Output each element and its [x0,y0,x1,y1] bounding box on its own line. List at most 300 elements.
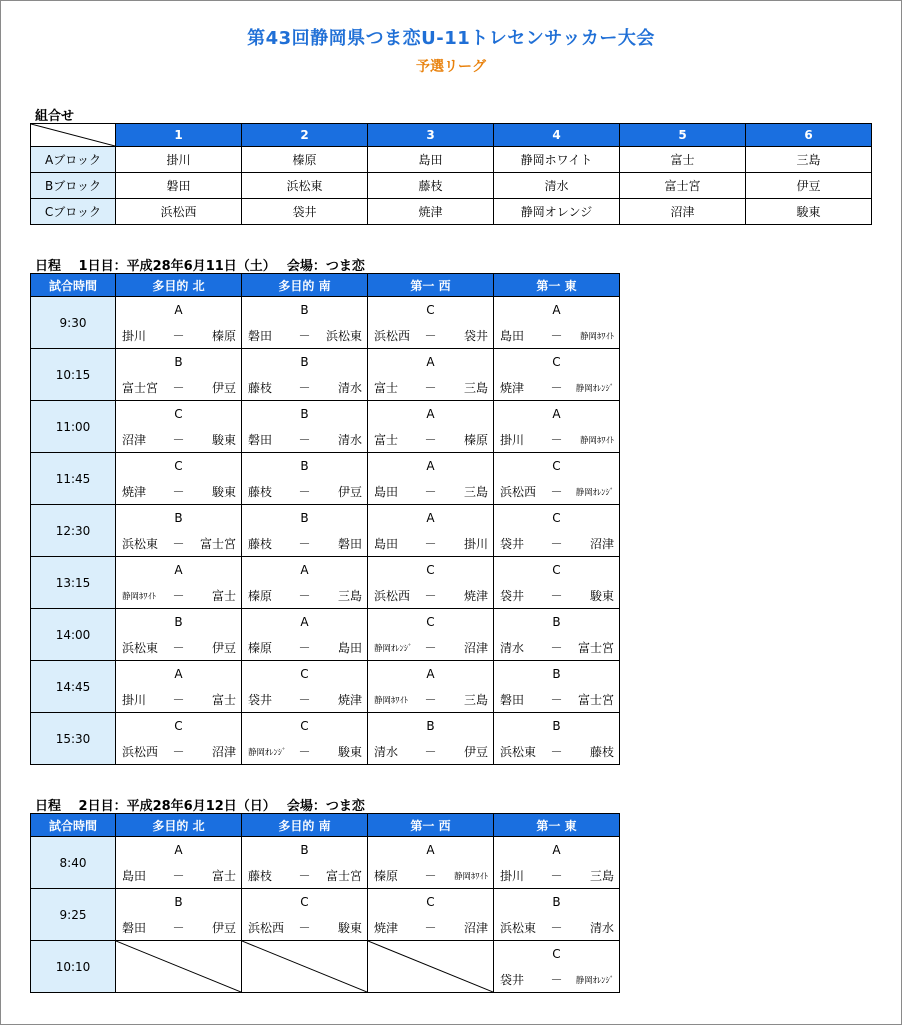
match-block: B [552,895,561,909]
match-block: B [300,511,309,525]
match-block: B [552,719,561,733]
away-team: 磐田 [337,537,362,551]
diagonal-line [116,941,241,992]
group-team-cell: 袋井 [242,199,368,225]
match-block: B [300,459,309,473]
match-cell [368,661,494,713]
home-team: 藤枝 [248,381,273,395]
match-block: C [426,563,435,577]
away-team: 静岡ﾎﾜｲﾄ [579,332,614,342]
group-team-cell: 掛川 [116,147,242,173]
group-team-cell: 伊豆 [746,173,872,199]
venue-header: 第一 西 [368,814,494,837]
versus-dash: － [298,745,311,759]
versus-dash: － [172,329,185,343]
match-cell [368,349,494,401]
venue-header: 多目的 南 [242,814,368,837]
match-time: 11:45 [31,453,116,505]
match-block: A [426,843,435,857]
page-title: 第43回静岡県つま恋U-11トレセンサッカー大会 [247,28,655,49]
home-team: 浜松東 [500,745,537,759]
home-team: 掛川 [122,693,147,707]
match-block: B [174,511,183,525]
versus-dash: － [172,485,185,499]
away-team: 富士宮 [577,641,614,655]
match-block: C [300,667,309,681]
home-team: 磐田 [500,693,525,707]
match-block: C [552,459,561,473]
groups-table [30,123,872,225]
match-block: B [552,615,561,629]
away-team: 伊豆 [211,641,236,655]
versus-dash: － [550,745,563,759]
diagonal-line [368,941,493,992]
group-team-cell: 静岡ホワイト [494,147,620,173]
day2-schedule-table [30,813,620,993]
home-team: 榛原 [248,641,273,655]
away-team: 焼津 [463,589,488,603]
versus-dash: － [424,693,437,707]
home-team: 静岡ﾎﾜｲﾄ [122,592,157,602]
match-cell [242,505,368,557]
home-team: 焼津 [374,921,399,935]
match-time: 10:15 [31,349,116,401]
empty-match-cell [242,941,368,993]
away-team: 三島 [337,589,362,603]
versus-dash: － [172,433,185,447]
match-cell [368,837,494,889]
group-column-header: 6 [746,124,872,147]
away-team: 駿東 [211,485,236,499]
group-team-cell: 榛原 [242,147,368,173]
match-time: 10:10 [31,941,116,993]
away-team: 伊豆 [463,745,488,759]
versus-dash: － [298,869,311,883]
away-team: 富士宮 [577,693,614,707]
match-block: A [426,355,435,369]
match-cell [242,713,368,765]
away-team: 三島 [589,869,614,883]
versus-dash: － [550,641,563,655]
home-team: 榛原 [248,589,273,603]
home-team: 浜松東 [500,921,537,935]
match-cell [116,453,242,505]
away-team: 清水 [337,381,362,395]
day1-heading: 日程 1日目：平成28年6月11日（土） 会場：つま恋 [35,259,365,274]
schedule-row [31,713,620,765]
match-cell [368,297,494,349]
group-team-cell: 静岡オレンジ [494,199,620,225]
match-cell [494,661,620,713]
time-column-header: 試合時間 [31,814,116,837]
match-cell [242,297,368,349]
time-column-header: 試合時間 [31,274,116,297]
schedule-row [31,661,620,713]
match-cell [368,401,494,453]
home-team: 静岡ﾎﾜｲﾄ [374,696,409,706]
versus-dash: － [550,485,563,499]
match-cell [242,349,368,401]
match-block: B [300,303,309,317]
match-time: 15:30 [31,713,116,765]
versus-dash: － [550,537,563,551]
home-team: 袋井 [248,693,273,707]
home-team: 榛原 [374,869,399,883]
versus-dash: － [298,329,311,343]
match-block: A [174,843,183,857]
schedule-row [31,349,620,401]
home-team: 浜松西 [500,485,537,499]
match-cell [494,349,620,401]
versus-dash: － [298,641,311,655]
match-block: A [174,667,183,681]
away-team: 焼津 [337,693,362,707]
match-block: C [426,303,435,317]
match-cell [116,609,242,661]
group-team-cell: 駿東 [746,199,872,225]
versus-dash: － [172,745,185,759]
home-team: 磐田 [122,921,147,935]
match-cell [368,505,494,557]
group-team-cell: 富士 [620,147,746,173]
match-block: C [174,407,183,421]
match-time: 14:45 [31,661,116,713]
match-cell [242,661,368,713]
away-team: 榛原 [463,433,488,447]
versus-dash: － [424,537,437,551]
versus-dash: － [550,433,563,447]
away-team: 富士宮 [199,537,236,551]
match-block: B [300,355,309,369]
match-block: C [174,719,183,733]
home-team: 富士 [374,433,399,447]
group-team-cell: 浜松西 [116,199,242,225]
versus-dash: － [172,381,185,395]
home-team: 掛川 [122,329,147,343]
versus-dash: － [550,973,563,987]
away-team: 袋井 [463,329,488,343]
match-block: A [426,407,435,421]
groups-corner-cell [31,124,116,147]
versus-dash: － [550,921,563,935]
match-block: A [552,303,561,317]
match-block: C [552,947,561,961]
venue-header: 多目的 北 [116,814,242,837]
match-cell [242,557,368,609]
home-team: 浜松西 [374,329,411,343]
away-team: 沼津 [211,745,236,759]
home-team: 藤枝 [248,869,273,883]
match-time: 13:15 [31,557,116,609]
match-block: B [174,355,183,369]
away-team: 伊豆 [211,921,236,935]
empty-match-cell [116,941,242,993]
group-row [31,147,872,173]
versus-dash: － [172,589,185,603]
venue-header: 多目的 南 [242,274,368,297]
versus-dash: － [172,921,185,935]
match-block: B [300,407,309,421]
group-team-cell: 焼津 [368,199,494,225]
match-block: A [552,407,561,421]
group-team-cell: 浜松東 [242,173,368,199]
group-block-label: Aブロック [31,147,116,173]
versus-dash: － [550,693,563,707]
match-cell [116,401,242,453]
match-time: 14:00 [31,609,116,661]
match-block: C [426,615,435,629]
groups-heading: 組合せ [35,109,75,124]
match-block: A [426,511,435,525]
venue-header: 第一 東 [494,274,620,297]
match-cell [494,609,620,661]
away-team: 静岡ｵﾚﾝｼﾞ [575,976,614,986]
home-team: 浜松西 [374,589,411,603]
away-team: 清水 [589,921,614,935]
match-cell [116,349,242,401]
away-team: 静岡ﾎﾜｲﾄ [453,872,488,882]
away-team: 浜松東 [325,329,362,343]
versus-dash: － [424,329,437,343]
match-time: 8:40 [31,837,116,889]
versus-dash: － [550,869,563,883]
match-cell [242,889,368,941]
schedule-row [31,609,620,661]
match-cell [494,713,620,765]
schedule-row [31,837,620,889]
diagonal-line [242,941,367,992]
home-team: 静岡ｵﾚﾝｼﾞ [248,748,287,758]
match-cell [116,557,242,609]
match-cell [116,297,242,349]
home-team: 富士 [374,381,399,395]
away-team: 駿東 [211,433,236,447]
match-cell [494,889,620,941]
away-team: 富士 [211,693,236,707]
away-team: 富士 [211,589,236,603]
home-team: 浜松東 [122,641,159,655]
group-row [31,199,872,225]
home-team: 浜松西 [122,745,159,759]
versus-dash: － [298,433,311,447]
versus-dash: － [424,869,437,883]
versus-dash: － [298,537,311,551]
away-team: 富士宮 [325,869,362,883]
away-team: 伊豆 [337,485,362,499]
away-team: 榛原 [211,329,236,343]
schedule-row [31,401,620,453]
away-team: 三島 [463,485,488,499]
group-block-label: Bブロック [31,173,116,199]
home-team: 焼津 [500,381,525,395]
match-block: C [300,895,309,909]
home-team: 袋井 [500,589,525,603]
group-team-cell: 藤枝 [368,173,494,199]
away-team: 沼津 [463,921,488,935]
group-block-label: Cブロック [31,199,116,225]
match-block: B [174,615,183,629]
versus-dash: － [172,693,185,707]
match-block: A [426,459,435,473]
match-cell [494,297,620,349]
group-team-cell: 島田 [368,147,494,173]
away-team: 駿東 [337,745,362,759]
match-block: A [426,667,435,681]
group-row [31,173,872,199]
home-team: 掛川 [500,869,525,883]
away-team: 駿東 [337,921,362,935]
away-team: 沼津 [589,537,614,551]
schedule-row [31,557,620,609]
versus-dash: － [298,693,311,707]
diagonal-line [31,124,115,146]
match-block: A [552,843,561,857]
schedule-row [31,889,620,941]
home-team: 島田 [374,537,399,551]
match-block: A [300,615,309,629]
away-team: 駿東 [589,589,614,603]
versus-dash: － [550,381,563,395]
versus-dash: － [424,485,437,499]
home-team: 袋井 [500,537,525,551]
match-block: A [174,563,183,577]
versus-dash: － [298,485,311,499]
match-cell [494,401,620,453]
match-block: B [552,667,561,681]
versus-dash: － [298,921,311,935]
match-cell [368,609,494,661]
versus-dash: － [172,537,185,551]
match-block: A [300,563,309,577]
away-team: 伊豆 [211,381,236,395]
group-team-cell: 清水 [494,173,620,199]
home-team: 清水 [374,745,399,759]
match-block: C [174,459,183,473]
group-team-cell: 磐田 [116,173,242,199]
schedule-row [31,297,620,349]
match-block: B [174,895,183,909]
versus-dash: － [424,589,437,603]
home-team: 沼津 [122,433,147,447]
away-team: 静岡ｵﾚﾝｼﾞ [575,488,614,498]
group-column-header: 3 [368,124,494,147]
home-team: 磐田 [248,329,273,343]
versus-dash: － [424,745,437,759]
schedule-row [31,505,620,557]
home-team: 富士宮 [122,381,159,395]
home-team: 藤枝 [248,485,273,499]
versus-dash: － [424,921,437,935]
match-cell [242,837,368,889]
page-subtitle: 予選リーグ [416,59,486,75]
home-team: 清水 [500,641,525,655]
venue-header: 多目的 北 [116,274,242,297]
match-block: C [552,511,561,525]
group-team-cell: 三島 [746,147,872,173]
match-cell [116,837,242,889]
match-block: B [426,719,435,733]
match-cell [116,889,242,941]
match-cell [116,505,242,557]
match-cell [116,661,242,713]
versus-dash: － [298,589,311,603]
schedule-row [31,941,620,993]
away-team: 沼津 [463,641,488,655]
home-team: 焼津 [122,485,147,499]
schedule-row [31,453,620,505]
home-team: 静岡ｵﾚﾝｼﾞ [374,644,413,654]
home-team: 島田 [500,329,525,343]
match-cell [242,453,368,505]
home-team: 藤枝 [248,537,273,551]
match-cell [368,889,494,941]
away-team: 富士 [211,869,236,883]
venue-header: 第一 東 [494,814,620,837]
group-team-cell: 富士宮 [620,173,746,199]
versus-dash: － [424,641,437,655]
match-block: C [552,563,561,577]
match-cell [494,453,620,505]
match-cell [368,713,494,765]
match-cell [494,557,620,609]
home-team: 島田 [374,485,399,499]
day2-heading: 日程 2日目：平成28年6月12日（日） 会場：つま恋 [35,799,365,814]
home-team: 掛川 [500,433,525,447]
match-block: C [552,355,561,369]
away-team: 三島 [463,693,488,707]
versus-dash: － [298,381,311,395]
versus-dash: － [172,869,185,883]
match-time: 12:30 [31,505,116,557]
home-team: 袋井 [500,973,525,987]
home-team: 島田 [122,869,147,883]
away-team: 静岡ｵﾚﾝｼﾞ [575,384,614,394]
match-block: B [300,843,309,857]
away-team: 藤枝 [589,745,614,759]
venue-header: 第一 西 [368,274,494,297]
match-cell [368,453,494,505]
group-column-header: 1 [116,124,242,147]
versus-dash: － [550,329,563,343]
away-team: 三島 [463,381,488,395]
versus-dash: － [424,381,437,395]
day1-schedule-table [30,273,620,765]
group-column-header: 4 [494,124,620,147]
match-cell [242,401,368,453]
away-team: 静岡ﾎﾜｲﾄ [579,436,614,446]
versus-dash: － [172,641,185,655]
home-team: 磐田 [248,433,273,447]
match-cell [242,609,368,661]
away-team: 島田 [337,641,362,655]
match-block: C [426,895,435,909]
match-time: 9:25 [31,889,116,941]
match-cell [368,557,494,609]
match-cell [116,713,242,765]
match-cell [494,505,620,557]
group-column-header: 2 [242,124,368,147]
group-team-cell: 沼津 [620,199,746,225]
match-time: 11:00 [31,401,116,453]
group-column-header: 5 [620,124,746,147]
match-cell [494,837,620,889]
match-block: A [174,303,183,317]
away-team: 清水 [337,433,362,447]
match-cell [494,941,620,993]
versus-dash: － [550,589,563,603]
versus-dash: － [424,433,437,447]
match-time: 9:30 [31,297,116,349]
